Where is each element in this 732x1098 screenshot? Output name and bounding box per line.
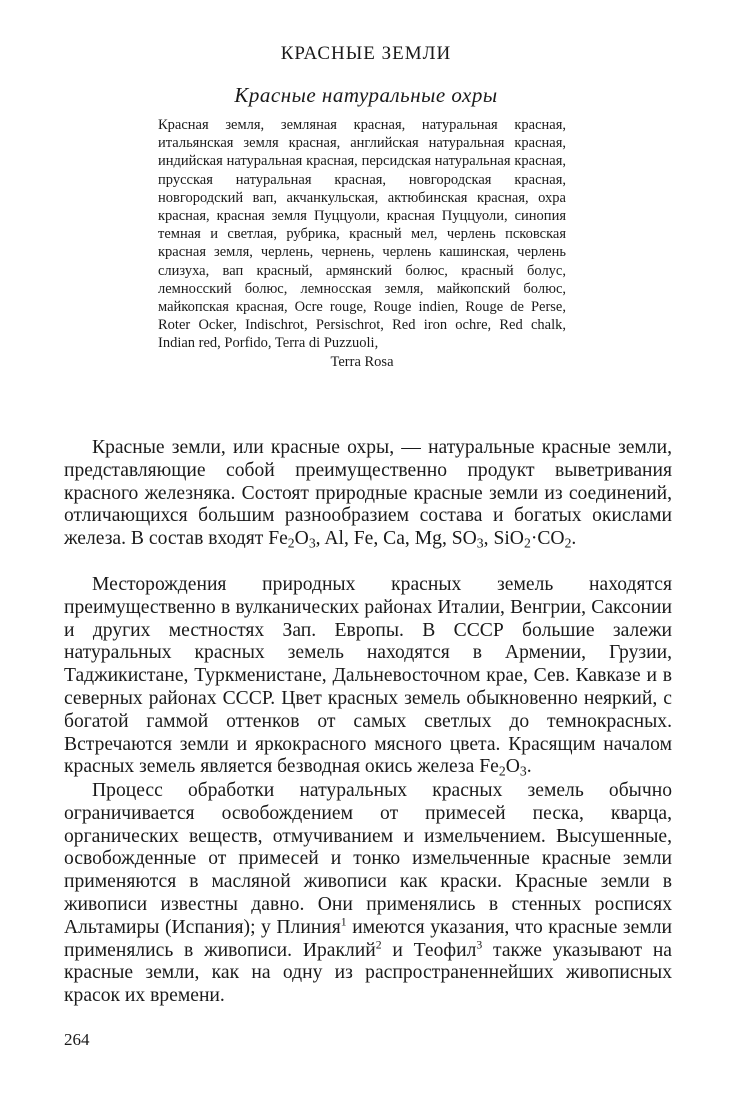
paragraph-3-text: и Теофил [381, 939, 477, 961]
formula-o: O [294, 528, 309, 550]
pigment-names-text: Красная земля, земляная красная, натуральная красная, итальянская земля красная, английская натуральная красная, индийская натуральная красная, персидская натуральная красная, прусская натуральная красная, новгородская красная, новгородский вап, акчанкульская, актюбинская красная, охра красная, красная земля Пуццуоли, красная Пуццуоли, синопия темная и светлая, рубрика, красный мел, черлень псковская красная земля, черлень, чернень, черлень кашинская, черлень слизуха, вап красный, армянский болюс, красный болус, лемносский болюс, лемносская земля, майкопский болюс, майкопская красная, Ocre rouge, Rouge indien, Rouge de Perse, Roter Ocker, Indischrot, Persischrot, Red iron ochre, Red chalk, Indian red, Porfido, Terra di Puzzuoli, [158, 117, 566, 352]
paragraph-1 [64, 437, 672, 551]
paragraph-2-text: Месторождения природных красных земель находятся преимущественно в вулканических районах Италии, Венгрии, Саксонии и других местностях Зап. Европы. В СССР большие залежи натуральных красных земель находятся в Армении, Грузии, Таджикистане, Туркменистане, Дальневосточном крае, Сев. Кавказе и в северных районах СССР. Цвет красных земель обыкновенно неяркий, с богатой гаммой оттенков от самых светлых до темнокрасных. Встречаются земли и яркокрасного мясного цвета. Красящим началом красных земель является безводная окись железа [64, 574, 672, 778]
footnote-ref: 3 [476, 938, 483, 952]
formula-sio: , SiO [483, 528, 524, 550]
subtitle: Красные натуральные охры [234, 83, 498, 107]
paragraph-3-text: также указывают на красные земли, как на одну из распространеннейших живописных красок их времени. [64, 939, 673, 1007]
paragraph-3 [64, 780, 672, 1008]
formula-sub: 2 [564, 535, 572, 551]
section-title: КРАСНЫЕ ЗЕМЛИ [280, 43, 452, 64]
paragraph-2 [64, 574, 672, 779]
formula-sub: 3 [519, 763, 527, 779]
formula-sub: 2 [523, 535, 531, 551]
formula-sub: 3 [476, 535, 484, 551]
formula-rest: , Al, Fe, Ca, Mg, SO [315, 528, 477, 550]
paragraph-3-text: Процесс обработки натуральных красных земель обычно ограничивается освобождением от примесей песка, кварца, органических веществ, отмучиванием и измельчением. Высушенные, освобожденные от примесей и тонко измельченные красные земли применяются в масляной живописи как краски. Красные земли в живописи известны давно. Они применялись в стенных росписях Альтамиры (Испания); у Плиния [64, 780, 672, 938]
footnote-ref: 1 [340, 915, 347, 929]
paragraph-1-text: Красные земли, или красные охры, — натуральные красные земли, представляющие собой преимущественно продукт выветривания красного железняка. Состоят природные красные земли из соединений, отличающихся большим разнообразием состава и богатых окислами железа. В состав входят [64, 437, 672, 550]
pigment-names-list [158, 116, 566, 371]
page-number: 264 [64, 1030, 90, 1049]
formula-o: O [505, 756, 520, 778]
formula-sub: 2 [287, 535, 295, 551]
formula-fe: Fe [268, 528, 288, 550]
formula-sub: 2 [498, 763, 506, 779]
formula-end: . [526, 756, 532, 778]
pigment-names-last: Terra Rosa [330, 353, 394, 370]
formula-co: ·CO [530, 528, 565, 550]
footnote-ref: 2 [375, 938, 382, 952]
formula-sub: 3 [308, 535, 316, 551]
formula-end: . [571, 528, 577, 550]
formula-fe: Fe [479, 756, 499, 778]
paragraph-3-text: имеются указания, что красные земли применялись в живописи. Ираклий [64, 916, 672, 961]
